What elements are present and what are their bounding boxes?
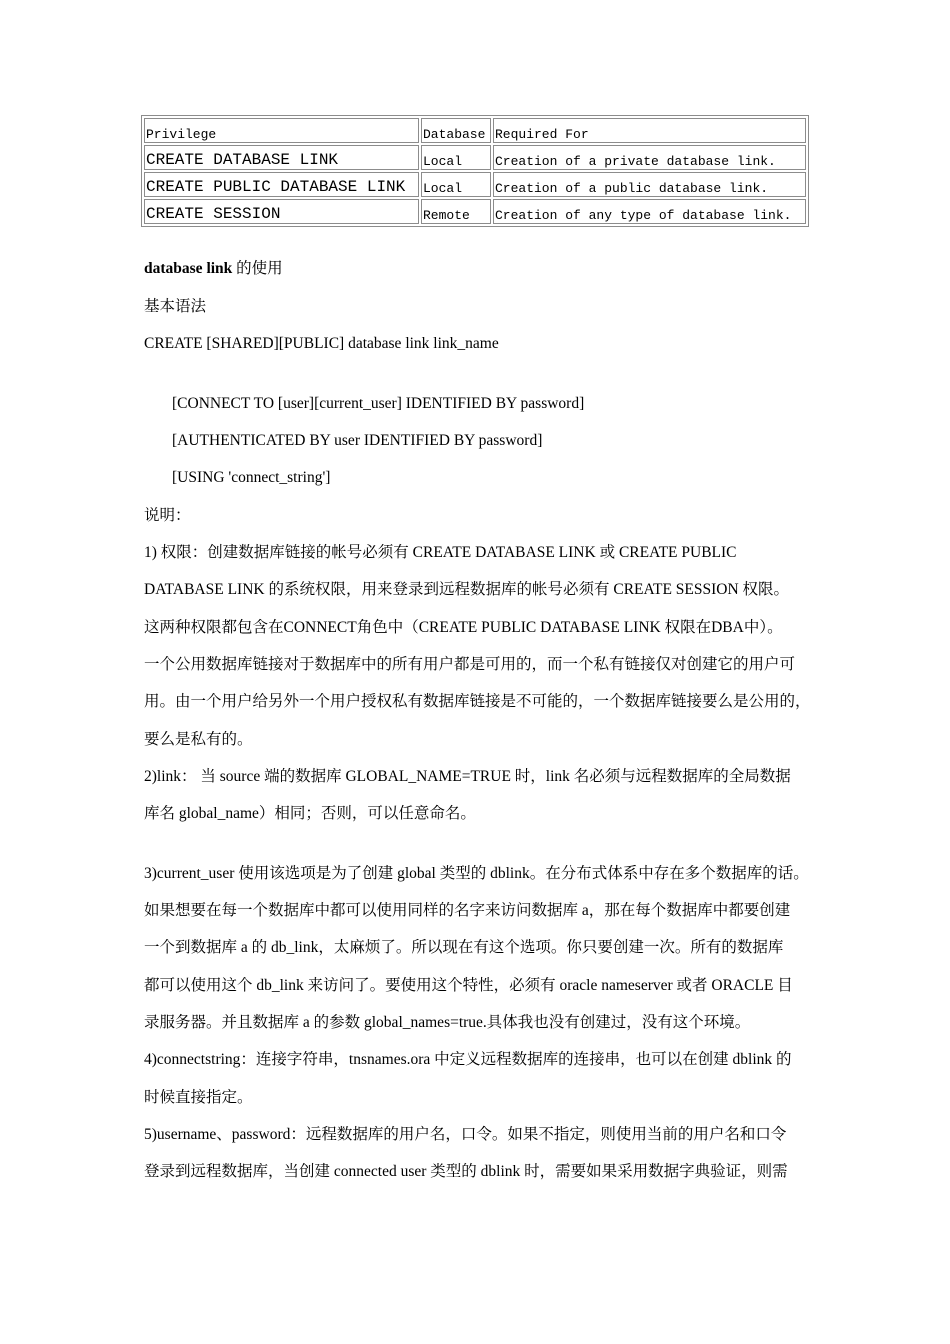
paragraph-line: 如果想要在每一个数据库中都可以使用同样的名字来访问数据库 a，那在每个数据库中都要创建 bbox=[144, 902, 791, 919]
section-title-bold: database link bbox=[144, 260, 233, 277]
paragraph-line: 5)username、password：远程数据库的用户名，口令。如果不指定，则使用当前的用户名和口令 bbox=[144, 1126, 787, 1143]
paragraph-line: 要么是私有的。 bbox=[144, 731, 253, 748]
cell-database: Local bbox=[421, 145, 491, 170]
table-header-row bbox=[144, 118, 806, 143]
paragraph-line: 3)current_user 使用该选项是为了创建 global 类型的 dblink。在分布式体系中存在多个数据库的话。 bbox=[144, 865, 809, 882]
section-title-rest: 的使用 bbox=[232, 260, 283, 277]
syntax-main: CREATE [SHARED][PUBLIC] database link link_name bbox=[144, 335, 499, 352]
paragraph-line: 库名 global_name）相同；否则，可以任意命名。 bbox=[144, 805, 476, 822]
paragraph-line: 4)connectstring：连接字符串，tnsnames.ora 中定义远程数据库的连接串，也可以在创建 dblink 的 bbox=[144, 1051, 792, 1068]
syntax-label: 基本语法 bbox=[144, 298, 207, 315]
paragraph-line: 都可以使用这个 db_link 来访问了。要使用这个特性，必须有 oracle nameserver 或者 ORACLE 目 bbox=[144, 977, 793, 994]
syntax-using-clause: [USING 'connect_string'] bbox=[172, 469, 331, 486]
cell-required-for: Creation of a public database link. bbox=[493, 172, 806, 197]
paragraph-line: 录服务器。并且数据库 a 的参数 global_names=true.具体我也没有创建过，没有这个环境。 bbox=[144, 1014, 751, 1031]
paragraph-line: 用。由一个用户给另外一个用户授权私有数据库链接是不可能的，一个数据库链接要么是公用的， bbox=[144, 693, 811, 710]
table-row bbox=[144, 172, 806, 197]
syntax-connect-clause: [CONNECT TO [user][current_user] IDENTIFIED BY password] bbox=[172, 395, 585, 412]
table-row bbox=[144, 145, 806, 170]
paragraph-line: 登录到远程数据库，当创建 connected user 类型的 dblink 时，需要如果采用数据字典验证，则需 bbox=[144, 1163, 788, 1180]
privilege-table bbox=[141, 115, 809, 227]
cell-privilege: CREATE DATABASE LINK bbox=[144, 145, 419, 170]
paragraph-line: DATABASE LINK 的系统权限，用来登录到远程数据库的帐号必须有 CREATE SESSION 权限。 bbox=[144, 581, 790, 598]
cell-privilege: CREATE SESSION bbox=[144, 199, 419, 224]
paragraph-line: 一个公用数据库链接对于数据库中的所有用户都是可用的，而一个私有链接仅对创建它的用户可 bbox=[144, 656, 796, 673]
cell-database: Remote bbox=[421, 199, 491, 224]
paragraph-line: 1) 权限：创建数据库链接的帐号必须有 CREATE DATABASE LINK 或 CREATE PUBLIC bbox=[144, 544, 737, 561]
header-privilege: Privilege bbox=[144, 118, 419, 143]
cell-required-for: Creation of any type of database link. bbox=[493, 199, 806, 224]
cell-required-for: Creation of a private database link. bbox=[493, 145, 806, 170]
paragraph-line: 时候直接指定。 bbox=[144, 1089, 253, 1106]
syntax-authenticated-clause: [AUTHENTICATED BY user IDENTIFIED BY password] bbox=[172, 432, 543, 449]
explain-label: 说明： bbox=[144, 507, 191, 524]
cell-database: Local bbox=[421, 172, 491, 197]
paragraph-line: 2)link： 当 source 端的数据库 GLOBAL_NAME=TRUE 时，link 名必须与远程数据库的全局数据 bbox=[144, 768, 791, 785]
cell-privilege: CREATE PUBLIC DATABASE LINK bbox=[144, 172, 419, 197]
header-database: Database bbox=[421, 118, 491, 143]
paragraph-line: 这两种权限都包含在CONNECT角色中（CREATE PUBLIC DATABASE LINK 权限在DBA中）。 bbox=[144, 619, 783, 636]
header-required-for: Required For bbox=[493, 118, 806, 143]
section-title bbox=[144, 259, 283, 279]
table-row bbox=[144, 199, 806, 224]
paragraph-line: 一个到数据库 a 的 db_link，太麻烦了。所以现在有这个选项。你只要创建一次。所有的数据库 bbox=[144, 939, 784, 956]
